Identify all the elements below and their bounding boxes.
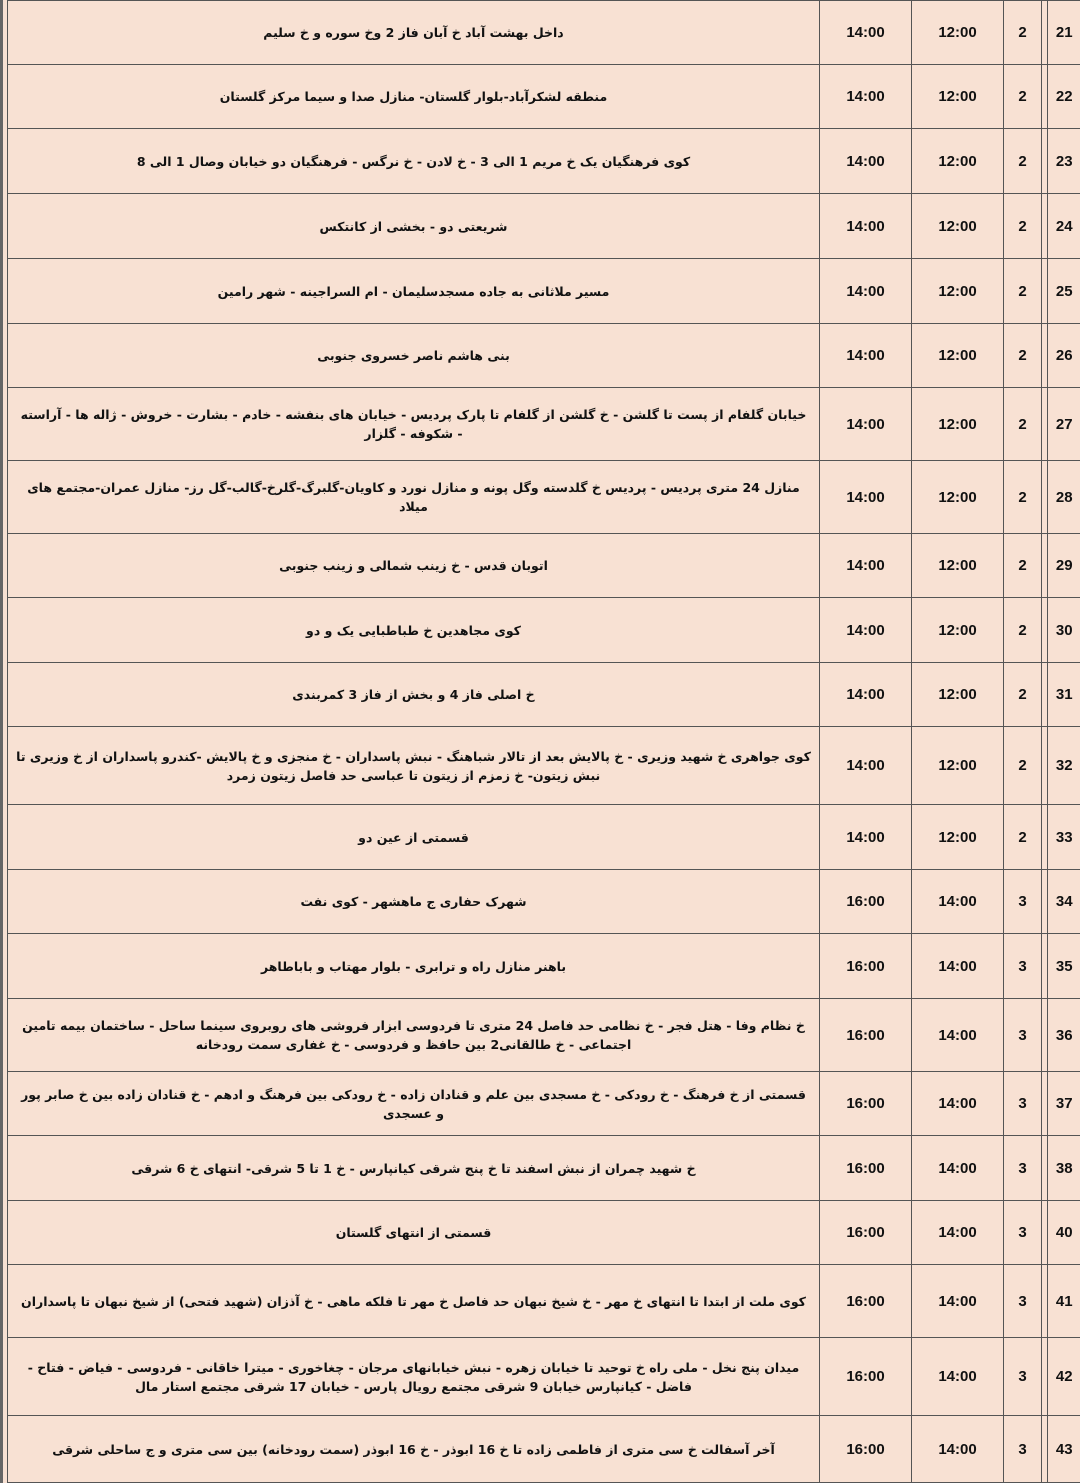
row-number-cell: 21 [1048,1,1080,65]
group-cell: 3 [1004,1416,1042,1483]
table-row [8,259,1080,324]
area-cell: قسمتی از انتهای گلستان [8,1201,820,1265]
table-row [8,1136,1080,1201]
area-cell: میدان پنج نخل - ملی راه خ توحید تا خیابان زهره - نبش خیابانهای مرجان - چغاخوری - میترا خاقانی - فردوسی - فیاض - فتاح - فاضل - کیانپارس خیابان 9 شرقی مجتمع رویال پارس - خیابان 17 شرقی مجتمع استار مال [8,1338,820,1416]
group-cell: 2 [1004,534,1042,598]
start-time-cell: 12:00 [912,388,1004,461]
row-number-cell: 34 [1048,870,1080,934]
end-time-cell: 14:00 [820,259,912,324]
end-time-cell: 16:00 [820,999,912,1072]
row-number-cell: 27 [1048,388,1080,461]
group-cell: 3 [1004,1265,1042,1338]
group-cell: 3 [1004,1136,1042,1201]
table-row [8,598,1080,663]
area-cell: کوی فرهنگیان یک خ مریم 1 الی 3 - خ لادن - خ نرگس - فرهنگیان دو خیابان وصال 1 الی 8 [8,129,820,194]
start-time-cell: 14:00 [912,870,1004,934]
end-time-cell: 14:00 [820,534,912,598]
table-row [8,65,1080,129]
table-row [8,388,1080,461]
row-number-cell: 25 [1048,259,1080,324]
table-row [8,1265,1080,1338]
start-time-cell: 12:00 [912,194,1004,259]
group-cell: 3 [1004,1201,1042,1265]
table-row [8,129,1080,194]
row-number-cell: 23 [1048,129,1080,194]
end-time-cell: 14:00 [820,194,912,259]
start-time-cell: 14:00 [912,1072,1004,1136]
row-number-cell: 26 [1048,324,1080,388]
table-row [8,934,1080,999]
group-cell: 2 [1004,727,1042,805]
area-cell: خ شهید چمران از نبش اسفند تا خ پنج شرقی کیانپارس - خ 1 تا 5 شرقی- انتهای خ 6 شرقی [8,1136,820,1201]
end-time-cell: 14:00 [820,461,912,534]
table-row [8,805,1080,870]
group-cell: 2 [1004,324,1042,388]
row-number-cell: 43 [1048,1416,1080,1483]
area-cell: منطقه لشکرآباد-بلوار گلستان- منازل صدا و سیما مرکز گلستان [8,65,820,129]
table-row [8,1416,1080,1483]
group-cell: 2 [1004,805,1042,870]
row-number-cell: 22 [1048,65,1080,129]
start-time-cell: 14:00 [912,1338,1004,1416]
area-cell: آخر آسفالت خ سی متری از فاطمی زاده تا خ 16 ابوذر - خ 16 ابوذر (سمت رودخانه) بین سی متری و ج ساحلی شرقی [8,1416,820,1483]
area-cell: باهنر منازل راه و ترابری - بلوار مهتاب و باباطاهر [8,934,820,999]
start-time-cell: 14:00 [912,1201,1004,1265]
area-cell: منازل 24 متری پردیس - پردیس خ گلدسته وگل پونه و منازل نورد و کاویان-گلبرگ-گلرخ-گالب-گل رز- منازل عمران-مجتمع های میلاد [8,461,820,534]
group-cell: 2 [1004,388,1042,461]
table-row [8,870,1080,934]
group-cell: 3 [1004,999,1042,1072]
start-time-cell: 12:00 [912,324,1004,388]
row-number-cell: 33 [1048,805,1080,870]
start-time-cell: 12:00 [912,65,1004,129]
row-number-cell: 32 [1048,727,1080,805]
area-cell: خ نظام وفا - هتل فجر - خ نظامی حد فاصل 24 متری تا فردوسی ابزار فروشی های روبروی سینما ساحل - ساختمان بیمه تامین اجتماعی - خ طالقانی2 بین حافظ و فردوسی - خ غفاری سمت رودخانه [8,999,820,1072]
row-number-cell: 40 [1048,1201,1080,1265]
end-time-cell: 16:00 [820,1201,912,1265]
start-time-cell: 14:00 [912,1265,1004,1338]
end-time-cell: 16:00 [820,1136,912,1201]
end-time-cell: 14:00 [820,663,912,727]
group-cell: 3 [1004,1072,1042,1136]
table-body [8,1,1080,1483]
table-row [8,324,1080,388]
group-cell: 2 [1004,259,1042,324]
row-number-cell: 31 [1048,663,1080,727]
area-cell: شهرک حفاری ج ماهشهر - کوی نفت [8,870,820,934]
row-number-cell: 28 [1048,461,1080,534]
end-time-cell: 16:00 [820,1416,912,1483]
row-number-cell: 36 [1048,999,1080,1072]
start-time-cell: 14:00 [912,934,1004,999]
table-row [8,194,1080,259]
group-cell: 2 [1004,461,1042,534]
table-row [8,1201,1080,1265]
area-cell: شریعتی دو - بخشی از کانتکس [8,194,820,259]
group-cell: 2 [1004,129,1042,194]
row-number-cell: 38 [1048,1136,1080,1201]
table-row [8,663,1080,727]
row-number-cell: 24 [1048,194,1080,259]
table-row [8,1338,1080,1416]
area-cell: خ اصلی فاز 4 و بخش از فاز 3 کمربندی [8,663,820,727]
end-time-cell: 16:00 [820,870,912,934]
area-cell: قسمتی از خ فرهنگ - خ رودکی - خ مسجدی بین علم و قنادان زاده - خ رودکی بین فرهنگ و ادهم - خ قنادان زاده بین خ صابر پور و عسجدی [8,1072,820,1136]
table-row [8,999,1080,1072]
area-cell: خیابان گلفام از پست تا گلشن - خ گلشن از گلفام تا پارک پردیس - خیابان های بنفشه - خادم - بشارت - خروش - ژاله ها - آراسته - شکوفه - گلزار [8,388,820,461]
row-number-cell: 30 [1048,598,1080,663]
area-cell: قسمتی از عین دو [8,805,820,870]
end-time-cell: 14:00 [820,129,912,194]
group-cell: 2 [1004,663,1042,727]
start-time-cell: 12:00 [912,461,1004,534]
start-time-cell: 12:00 [912,805,1004,870]
area-cell: کوی ملت از ابتدا تا انتهای خ مهر - خ شیخ نبهان حد فاصل خ مهر تا فلکه ماهی - خ آذزان (شهید فتحی) از شیخ نبهان تا پاسداران [8,1265,820,1338]
row-number-cell: 29 [1048,534,1080,598]
area-cell: بنی هاشم ناصر خسروی جنوبی [8,324,820,388]
table-row [8,1072,1080,1136]
end-time-cell: 14:00 [820,324,912,388]
end-time-cell: 14:00 [820,65,912,129]
area-cell: کوی جواهری خ شهید وزیری - خ پالایش بعد از تالار شباهنگ - نبش پاسداران - خ منجزی و خ پالایش -کندرو پاسداران از خ وزیری تا نبش زیتون- خ زمزم از زیتون تا عباسی حد فاصل زیتون زمرد [8,727,820,805]
group-cell: 2 [1004,194,1042,259]
end-time-cell: 14:00 [820,727,912,805]
area-cell: اتوبان قدس - خ زینب شمالی و زینب جنوبی [8,534,820,598]
row-number-cell: 42 [1048,1338,1080,1416]
start-time-cell: 12:00 [912,598,1004,663]
start-time-cell: 12:00 [912,1,1004,65]
start-time-cell: 12:00 [912,129,1004,194]
row-number-cell: 35 [1048,934,1080,999]
end-time-cell: 16:00 [820,934,912,999]
table-row [8,1,1080,65]
group-cell: 3 [1004,1338,1042,1416]
table-row [8,727,1080,805]
start-time-cell: 14:00 [912,1136,1004,1201]
start-time-cell: 14:00 [912,999,1004,1072]
area-cell: داخل بهشت آباد خ آبان فاز 2 وخ سوره و خ سلیم [8,1,820,65]
end-time-cell: 16:00 [820,1265,912,1338]
end-time-cell: 14:00 [820,805,912,870]
left-border [0,0,3,1483]
group-cell: 3 [1004,934,1042,999]
start-time-cell: 12:00 [912,663,1004,727]
area-cell: کوی مجاهدین خ طباطبایی یک و دو [8,598,820,663]
area-cell: مسیر ملاثانی به جاده مسجدسلیمان - ام السراجینه - شهر رامین [8,259,820,324]
end-time-cell: 16:00 [820,1338,912,1416]
end-time-cell: 14:00 [820,598,912,663]
end-time-cell: 16:00 [820,1072,912,1136]
end-time-cell: 14:00 [820,388,912,461]
start-time-cell: 12:00 [912,259,1004,324]
group-cell: 2 [1004,65,1042,129]
group-cell: 2 [1004,598,1042,663]
row-number-cell: 37 [1048,1072,1080,1136]
start-time-cell: 12:00 [912,534,1004,598]
start-time-cell: 14:00 [912,1416,1004,1483]
table-row [8,534,1080,598]
table-row [8,461,1080,534]
row-number-cell: 41 [1048,1265,1080,1338]
group-cell: 3 [1004,870,1042,934]
outage-schedule-table [7,0,1080,1483]
group-cell: 2 [1004,1,1042,65]
start-time-cell: 12:00 [912,727,1004,805]
end-time-cell: 14:00 [820,1,912,65]
